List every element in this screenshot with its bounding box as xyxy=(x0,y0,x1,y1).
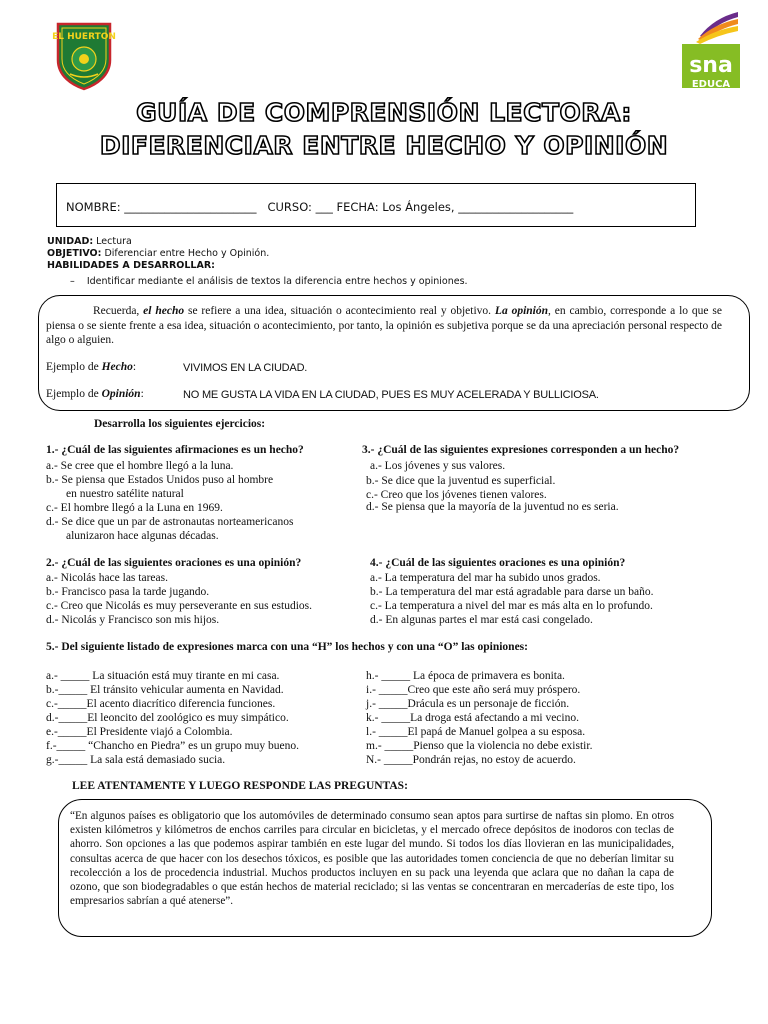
q4-option-b: b.- La temperatura del mar está agradable para darse un baño. xyxy=(370,586,654,598)
habilidad-text: Identificar mediante el análisis de textos la diferencia entre hechos y opiniones. xyxy=(86,276,468,287)
q5-item-a: a.- _____ La situación está muy tirante en mi casa. xyxy=(46,670,280,682)
q3-option-c: c.- Creo que los jóvenes tienen valores. xyxy=(366,489,547,501)
exercises-heading: Desarrolla los siguientes ejercicios: xyxy=(94,418,266,430)
shield-logo-text: EL HUERTON xyxy=(52,32,116,42)
q3-option-a: a.- Los jóvenes y sus valores. xyxy=(370,460,506,472)
q1-option-b-cont: en nuestro satélite natural xyxy=(66,488,184,500)
bullet-dash: – xyxy=(70,276,75,287)
question-2-title: 2.- ¿Cuál de las siguientes oraciones es una opinión? xyxy=(46,557,302,569)
habilidades-label: HABILIDADES A DESARROLLAR: xyxy=(47,260,215,271)
unidad-line xyxy=(47,236,132,248)
example-hecho-text: VIVIMOS EN LA CIUDAD. xyxy=(183,362,308,374)
q2-option-a: a.- Nicolás hace las tareas. xyxy=(46,572,168,584)
example-hecho-label: Ejemplo de Hecho: xyxy=(46,361,137,373)
reading-text: “En algunos países es obligatorio que los automóviles de determinado consumo sean aptos para surtirse de naftas sin plomo. En otros existen kilómetros y kilómetros de enchos carriles para circular en bicicletas, y el mercado ofrece depósitos de inodoros con teclas de ahorro. Son opciones a las que podemos aspirar también en este lugar del mundo. Si todos los días llovieran en las municipalidades, consultas acerca de que hacer con los desechos tóxicos, es posible que las autoridades tomen conciencia de que no deberían limitar su recolección a los de procedencia industrial. Muchos productos incluyen en su pack una leyenda que aclara que no dañan la capa de ozono, que son biodegradables o que están hechos de material reciclado; si las ventas se concentraran en mercaderías de este tipo, los empresarios sabrían a qué atenerse”. xyxy=(70,810,674,908)
student-info-line: NOMBRE: _______________________ CURSO: ___ FECHA: Los Ángeles, ____________________ xyxy=(66,200,574,214)
q5-item-c: c.-_____El acento diacrítico diferencia funciones. xyxy=(46,698,276,710)
q3-option-b: b.- Se dice que la juventud es superficial. xyxy=(366,475,556,487)
objetivo-value: Diferenciar entre Hecho y Opinión. xyxy=(101,248,270,259)
sna-educa-logo xyxy=(680,8,742,88)
q5-item-b: b.-_____ El tránsito vehicular aumenta en Navidad. xyxy=(46,684,284,696)
q1-option-b: b.- Se piensa que Estados Unidos puso al hombre xyxy=(46,474,274,486)
educa-logo-text: EDUCA xyxy=(691,79,731,90)
page-title-line-2: DIFERENCIAR ENTRE HECHO Y OPINIÓN xyxy=(99,131,669,160)
unidad-label: UNIDAD: xyxy=(47,236,94,247)
q5-item-d: d.-_____El leoncito del zoológico es muy simpático. xyxy=(46,712,289,724)
question-5-title: 5.- Del siguiente listado de expresiones marca con una “H” los hechos y con una “O” las opiniones: xyxy=(46,641,528,653)
objetivo-line xyxy=(47,248,269,260)
q5-item-j: j.- _____Drácula es un personaje de ficción. xyxy=(366,698,570,710)
q5-item-e: e.-_____El Presidente viajó a Colombia. xyxy=(46,726,233,738)
q5-item-k: k.- _____La droga está afectando a mi vecino. xyxy=(366,712,579,724)
question-4-title: 4.- ¿Cuál de las siguientes oraciones es una opinión? xyxy=(370,557,626,569)
q5-item-n: N.- _____Pondrán rejas, no estoy de acuerdo. xyxy=(366,754,576,766)
opinion-term: La opinión xyxy=(494,305,548,317)
q2-option-c: c.- Creo que Nicolás es muy perseverante en sus estudios. xyxy=(46,600,313,612)
reading-heading: LEE ATENTAMENTE Y LUEGO RESPONDE LAS PREGUNTAS: xyxy=(72,780,408,792)
objetivo-label: OBJETIVO: xyxy=(47,248,102,259)
q3-option-d: d.- Se piensa que la mayoría de la juventud no es seria. xyxy=(366,501,619,513)
q5-item-f: f.-_____ “Chancho en Piedra” es un grupo muy bueno. xyxy=(46,740,299,752)
q5-item-i: i.- _____Creo que este año será muy próspero. xyxy=(366,684,581,696)
q4-option-c: c.- La temperatura a nivel del mar es más alta en lo profundo. xyxy=(370,600,653,612)
habilidad-item xyxy=(70,276,468,287)
question-1-title: 1.- ¿Cuál de las siguientes afirmaciones es un hecho? xyxy=(46,444,304,456)
q1-option-d-cont: alunizaron hace algunas décadas. xyxy=(66,530,219,542)
page-title-line-1: GUÍA DE COMPRENSIÓN LECTORA: xyxy=(136,98,632,127)
hecho-term: el hecho xyxy=(143,305,185,317)
q5-item-h: h.- _____ La época de primavera es bonita. xyxy=(366,670,565,682)
q5-item-g: g.-_____ La sala está demasiado sucia. xyxy=(46,754,226,766)
unidad-value: Lectura xyxy=(93,236,132,247)
q5-item-l: l.- _____El papá de Manuel golpea a su esposa. xyxy=(366,726,586,738)
q5-item-m: m.- _____Pienso que la violencia no debe existir. xyxy=(366,740,593,752)
q1-option-a: a.- Se cree que el hombre llegó a la luna. xyxy=(46,460,234,472)
q1-option-c: c.- El hombre llegó a la Luna en 1969. xyxy=(46,502,223,514)
q2-option-d: d.- Nicolás y Francisco son mis hijos. xyxy=(46,614,220,626)
q4-option-d: d.- En algunas partes el mar está casi congelado. xyxy=(370,614,593,626)
school-shield-logo xyxy=(52,22,116,90)
sna-logo-text: sna xyxy=(689,53,733,78)
q1-option-d: d.- Se dice que un par de astronautas norteamericanos xyxy=(46,516,294,528)
question-3-title: 3.- ¿Cuál de las siguientes expresiones corresponden a un hecho? xyxy=(362,444,680,456)
intro-paragraph: Recuerda, el hecho se refiere a una idea, situación o acontecimiento real y objetivo. La opinión, en cambio, corresponde a lo que se piensa o se siente frente a esa idea, situación o acontecimiento, por tanto, la opinión es subjetiva porque se da una apreciación personal respecto de algo o alguien. xyxy=(46,305,722,346)
q4-option-a: a.- La temperatura del mar ha subido unos grados. xyxy=(370,572,601,584)
example-opinion-text: NO ME GUSTA LA VIDA EN LA CIUDAD, PUES ES MUY ACELERADA Y BULLICIOSA. xyxy=(183,389,599,401)
example-opinion-label: Ejemplo de Opinión: xyxy=(46,388,144,400)
q2-option-b: b.- Francisco pasa la tarde jugando. xyxy=(46,586,210,598)
